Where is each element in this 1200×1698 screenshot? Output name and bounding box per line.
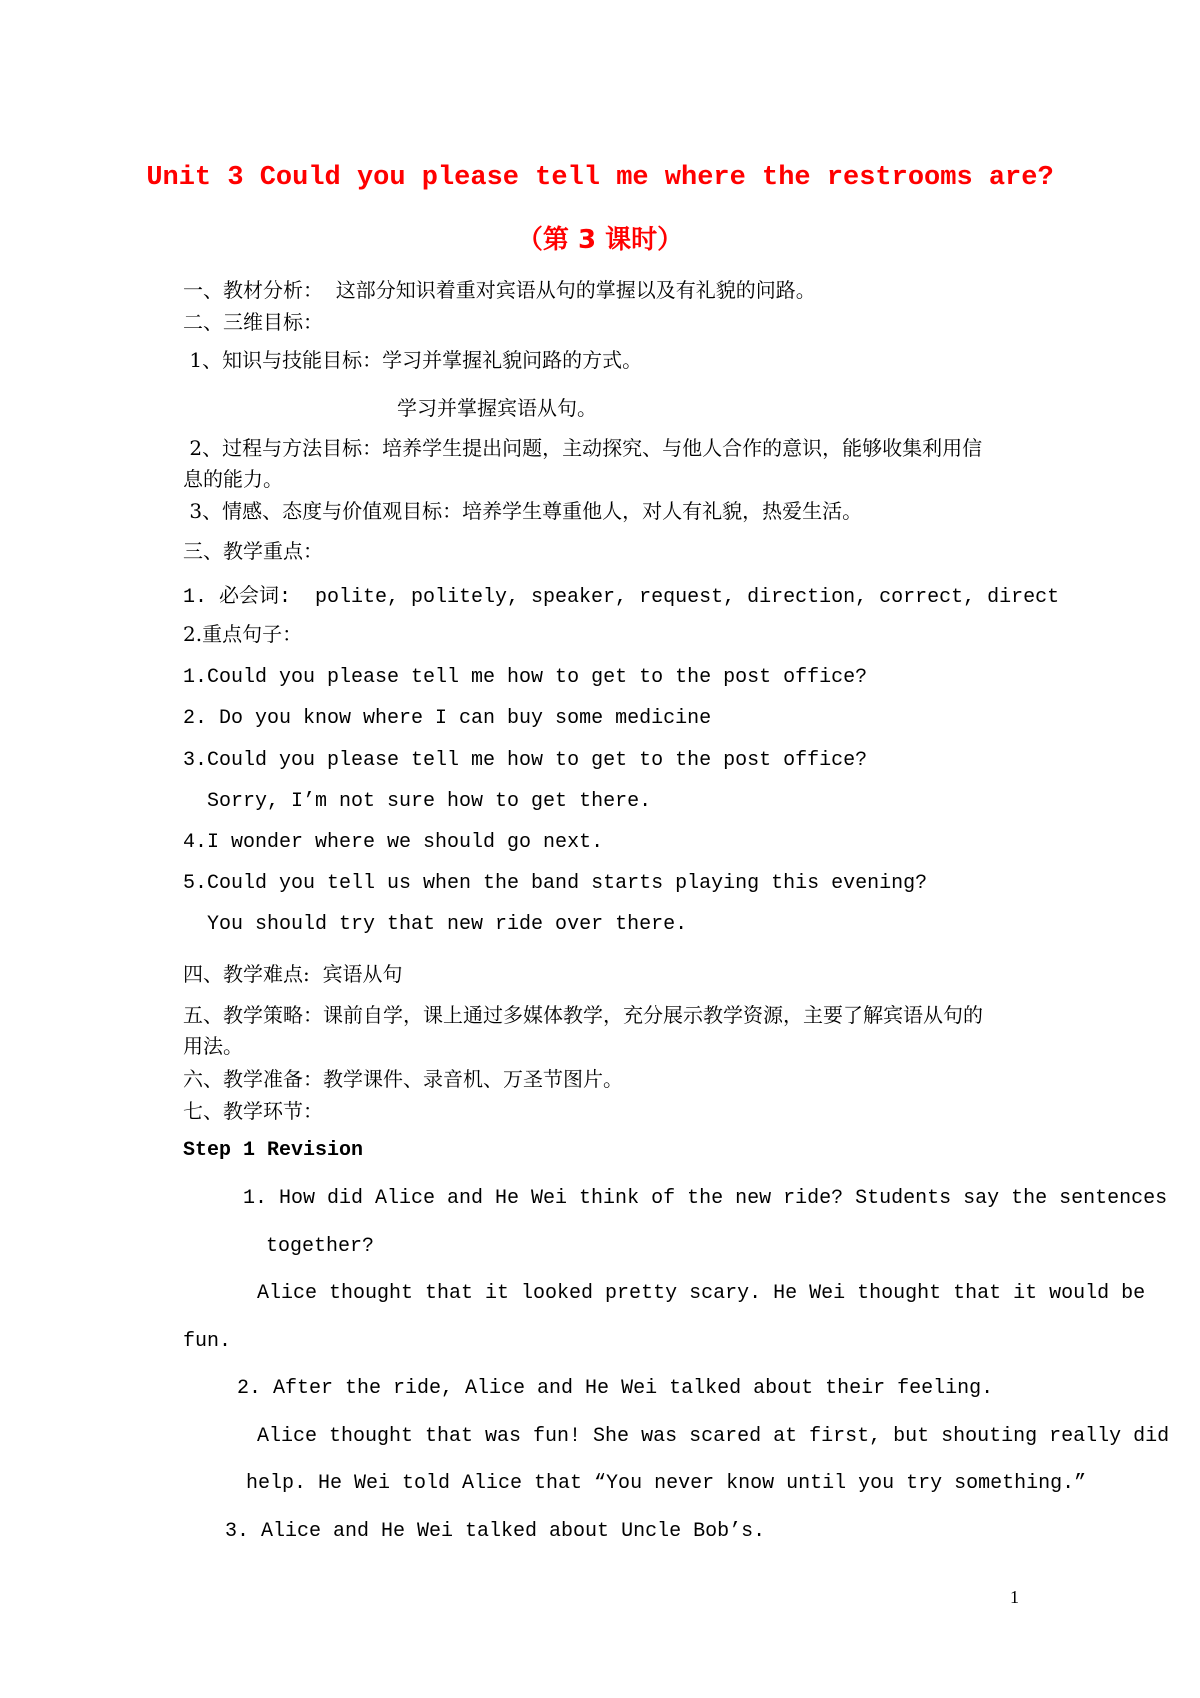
objective-knowledge-cont: 学习并掌握宾语从句。: [397, 396, 597, 420]
key-sentence-5: 5.Could you tell us when the band starts playing this evening?: [183, 872, 928, 895]
revision-answer-2: Alice thought that was fun! She was scared at first, but shouting really did: [257, 1425, 1170, 1448]
vocabulary-line: 1. 必会词: polite, politely, speaker, request, direction, correct, direct: [183, 586, 1060, 609]
section-strategy-cont: 用法。: [183, 1034, 243, 1058]
key-sentence-4: 4.I wonder where we should go next.: [183, 831, 604, 854]
revision-question-1: 1. How did Alice and He Wei think of the new ride? Students say the sentences: [243, 1187, 1168, 1210]
document-title: Unit 3 Could you please tell me where the restrooms are?: [146, 163, 1054, 193]
revision-answer-2-cont: help. He Wei told Alice that “You never know until you try something.”: [246, 1472, 1087, 1495]
key-sentence-3-reply: Sorry, I’m not sure how to get there.: [183, 790, 652, 813]
key-sentence-2: 2. Do you know where I can buy some medicine: [183, 707, 712, 730]
revision-question-2: 2. After the ride, Alice and He Wei talked about their feeling.: [237, 1377, 994, 1400]
revision-question-3: 3. Alice and He Wei talked about Uncle Bob’s.: [225, 1520, 766, 1543]
section-objectives: 二、三维目标：: [183, 310, 323, 334]
revision-answer-1: Alice thought that it looked pretty scary. He Wei thought that it would be: [257, 1282, 1146, 1305]
revision-answer-1-cont: fun.: [183, 1330, 232, 1353]
section-key-points: 三、教学重点：: [183, 539, 323, 563]
revision-question-1-cont: together?: [266, 1235, 375, 1258]
section-textbook-analysis: 一、教材分析： 这部分知识着重对宾语从句的掌握以及有礼貌的问路。: [183, 278, 816, 302]
key-sentence-5-reply: You should try that new ride over there.: [183, 913, 688, 936]
objective-process-cont: 息的能力。: [183, 467, 283, 491]
document-subtitle: （第 3 课时）: [516, 225, 684, 255]
key-sentences-label: 2.重点句子：: [183, 622, 303, 646]
step-1-heading: Step 1 Revision: [183, 1139, 364, 1162]
section-preparation: 六、教学准备：教学课件、录音机、万圣节图片。: [183, 1067, 623, 1091]
key-sentence-1: 1.Could you please tell me how to get to the post office?: [183, 666, 868, 689]
page-number: 1: [1010, 1587, 1019, 1607]
objective-process: 2、过程与方法目标：培养学生提出问题，主动探究、与他人合作的意识，能够收集利用信: [183, 436, 983, 460]
objective-knowledge: 1、知识与技能目标：学习并掌握礼貌问路的方式。: [183, 348, 643, 372]
section-strategy: 五、教学策略：课前自学，课上通过多媒体教学，充分展示教学资源，主要了解宾语从句的: [183, 1003, 983, 1027]
key-sentence-3: 3.Could you please tell me how to get to the post office?: [183, 749, 868, 772]
section-difficulty: 四、教学难点: 宾语从句: [183, 962, 403, 986]
objective-emotion: 3、情感、态度与价值观目标：培养学生尊重他人，对人有礼貌，热爱生活。: [183, 499, 863, 523]
section-procedure: 七、教学环节：: [183, 1099, 323, 1123]
